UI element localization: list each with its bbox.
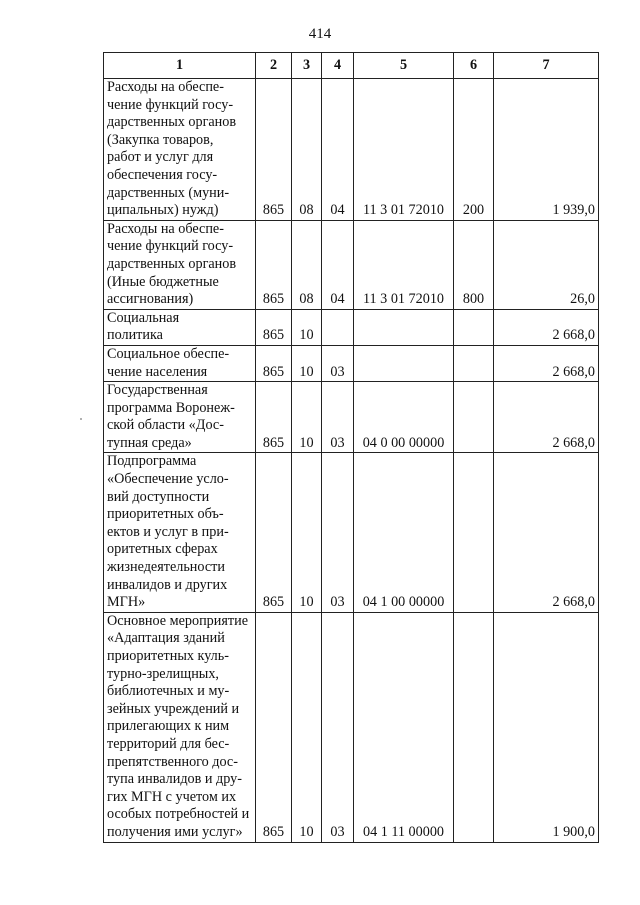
row-description [104, 345, 256, 381]
expense-type-code: 800 [454, 220, 494, 309]
subsection-code: 04 [322, 220, 354, 309]
section-code: 10 [292, 309, 322, 345]
col-header-2: 2 [256, 53, 292, 79]
ministry-code: 865 [256, 345, 292, 381]
description-line: инвалидов и других [107, 576, 228, 593]
description-line: (Иные бюджетные [107, 273, 219, 290]
amount: 2 668,0 [494, 345, 599, 381]
table-row [104, 345, 599, 381]
description-line: политика [107, 327, 163, 344]
description-line: (Закупка товаров, [107, 131, 214, 148]
description-line: приоритетных объ- [107, 506, 224, 523]
description-line: чение функций госу- [107, 238, 234, 255]
section-code: 08 [292, 220, 322, 309]
ministry-code: 865 [256, 612, 292, 842]
description-line: тупа инвалидов и дру- [107, 771, 242, 788]
col-header-6: 6 [454, 53, 494, 79]
table-row [104, 220, 599, 309]
description-line: библиотечных и му- [107, 683, 230, 700]
amount: 2 668,0 [494, 309, 599, 345]
table-row [104, 309, 599, 345]
description-line: территорий для бес- [107, 735, 230, 752]
amount: 26,0 [494, 220, 599, 309]
scan-speck [80, 418, 82, 420]
section-code: 10 [292, 612, 322, 842]
page-number: 414 [308, 26, 332, 42]
description-line: тупная среда» [107, 434, 192, 451]
subsection-code: 03 [322, 345, 354, 381]
col-header-7: 7 [494, 53, 599, 79]
description-line: турно-зрелищных, [107, 665, 219, 682]
expense-type-code [454, 453, 494, 612]
description-line: «Обеспечение усло- [107, 471, 229, 488]
description-line: жизнедеятельности [107, 559, 225, 576]
target-article-code [354, 345, 454, 381]
description-line: «Адаптация зданий [107, 630, 225, 647]
section-code: 10 [292, 345, 322, 381]
ministry-code: 865 [256, 453, 292, 612]
section-code: 10 [292, 382, 322, 453]
description-line: особых потребностей и [107, 806, 250, 823]
description-line: дарственных органов [107, 255, 237, 272]
description-line: гих МГН с учетом их [107, 788, 237, 805]
description-line: дарственных (муни- [107, 184, 230, 201]
row-description [104, 612, 256, 842]
header-row [104, 53, 599, 79]
description-line: Расходы на обеспе- [107, 79, 224, 95]
expense-type-code [454, 345, 494, 381]
description-line: ассигнования) [107, 291, 194, 308]
col-header-4: 4 [322, 53, 354, 79]
row-description [104, 453, 256, 612]
col-header-3: 3 [292, 53, 322, 79]
section-code: 10 [292, 453, 322, 612]
row-description [104, 79, 256, 221]
subsection-code: 03 [322, 612, 354, 842]
col-header-5: 5 [354, 53, 454, 79]
table-row [104, 612, 599, 842]
subsection-code: 03 [322, 453, 354, 612]
target-article-code: 11 3 01 72010 [354, 220, 454, 309]
description-line: Подпрограмма [107, 453, 197, 470]
row-description [104, 220, 256, 309]
ministry-code: 865 [256, 309, 292, 345]
description-line: программа Воронеж- [107, 399, 235, 416]
description-line: чение функций госу- [107, 96, 234, 113]
description-line: прилегающих к ним [107, 718, 230, 735]
amount: 1 939,0 [494, 79, 599, 221]
target-article-code: 04 1 00 00000 [354, 453, 454, 612]
ministry-code: 865 [256, 79, 292, 221]
description-line: получения ими услуг» [107, 823, 243, 840]
target-article-code [354, 309, 454, 345]
table-row [104, 382, 599, 453]
section-code: 08 [292, 79, 322, 221]
subsection-code: 03 [322, 382, 354, 453]
description-line: Социальная [107, 309, 180, 326]
subsection-code [322, 309, 354, 345]
table-row [104, 79, 599, 221]
description-line: работ и услуг для [107, 149, 214, 166]
description-line: Расходы на обеспе- [107, 220, 224, 237]
description-line: Основное мероприятие [107, 612, 248, 629]
description-line: МГН» [107, 594, 146, 611]
table-row [104, 453, 599, 612]
description-line: вий доступности [107, 488, 210, 505]
amount: 1 900,0 [494, 612, 599, 842]
target-article-code: 04 0 00 00000 [354, 382, 454, 453]
description-line: чение населения [107, 363, 208, 380]
ministry-code: 865 [256, 382, 292, 453]
col-header-1: 1 [104, 53, 256, 79]
description-line: зейных учреждений и [107, 700, 240, 717]
expense-type-code [454, 612, 494, 842]
expense-type-code [454, 309, 494, 345]
description-line: дарственных органов [107, 114, 237, 131]
row-description [104, 309, 256, 345]
description-line: приоритетных куль- [107, 648, 229, 664]
description-line: обеспечения госу- [107, 166, 218, 183]
target-article-code: 11 3 01 72010 [354, 79, 454, 221]
description-line: ектов и услуг в при- [107, 523, 229, 540]
expense-type-code: 200 [454, 79, 494, 221]
subsection-code: 04 [322, 79, 354, 221]
description-line: ципальных) нужд) [107, 202, 219, 219]
description-line: оритетных сферах [107, 541, 218, 558]
description-line: препятственного дос- [107, 753, 238, 770]
description-line: ской области «Дос- [107, 417, 224, 434]
amount: 2 668,0 [494, 453, 599, 612]
expense-type-code [454, 382, 494, 453]
budget-table [103, 52, 599, 843]
ministry-code: 865 [256, 220, 292, 309]
row-description [104, 382, 256, 453]
target-article-code: 04 1 11 00000 [354, 612, 454, 842]
description-line: Социальное обеспе- [107, 345, 230, 362]
amount: 2 668,0 [494, 382, 599, 453]
description-line: Государственная [107, 382, 208, 399]
